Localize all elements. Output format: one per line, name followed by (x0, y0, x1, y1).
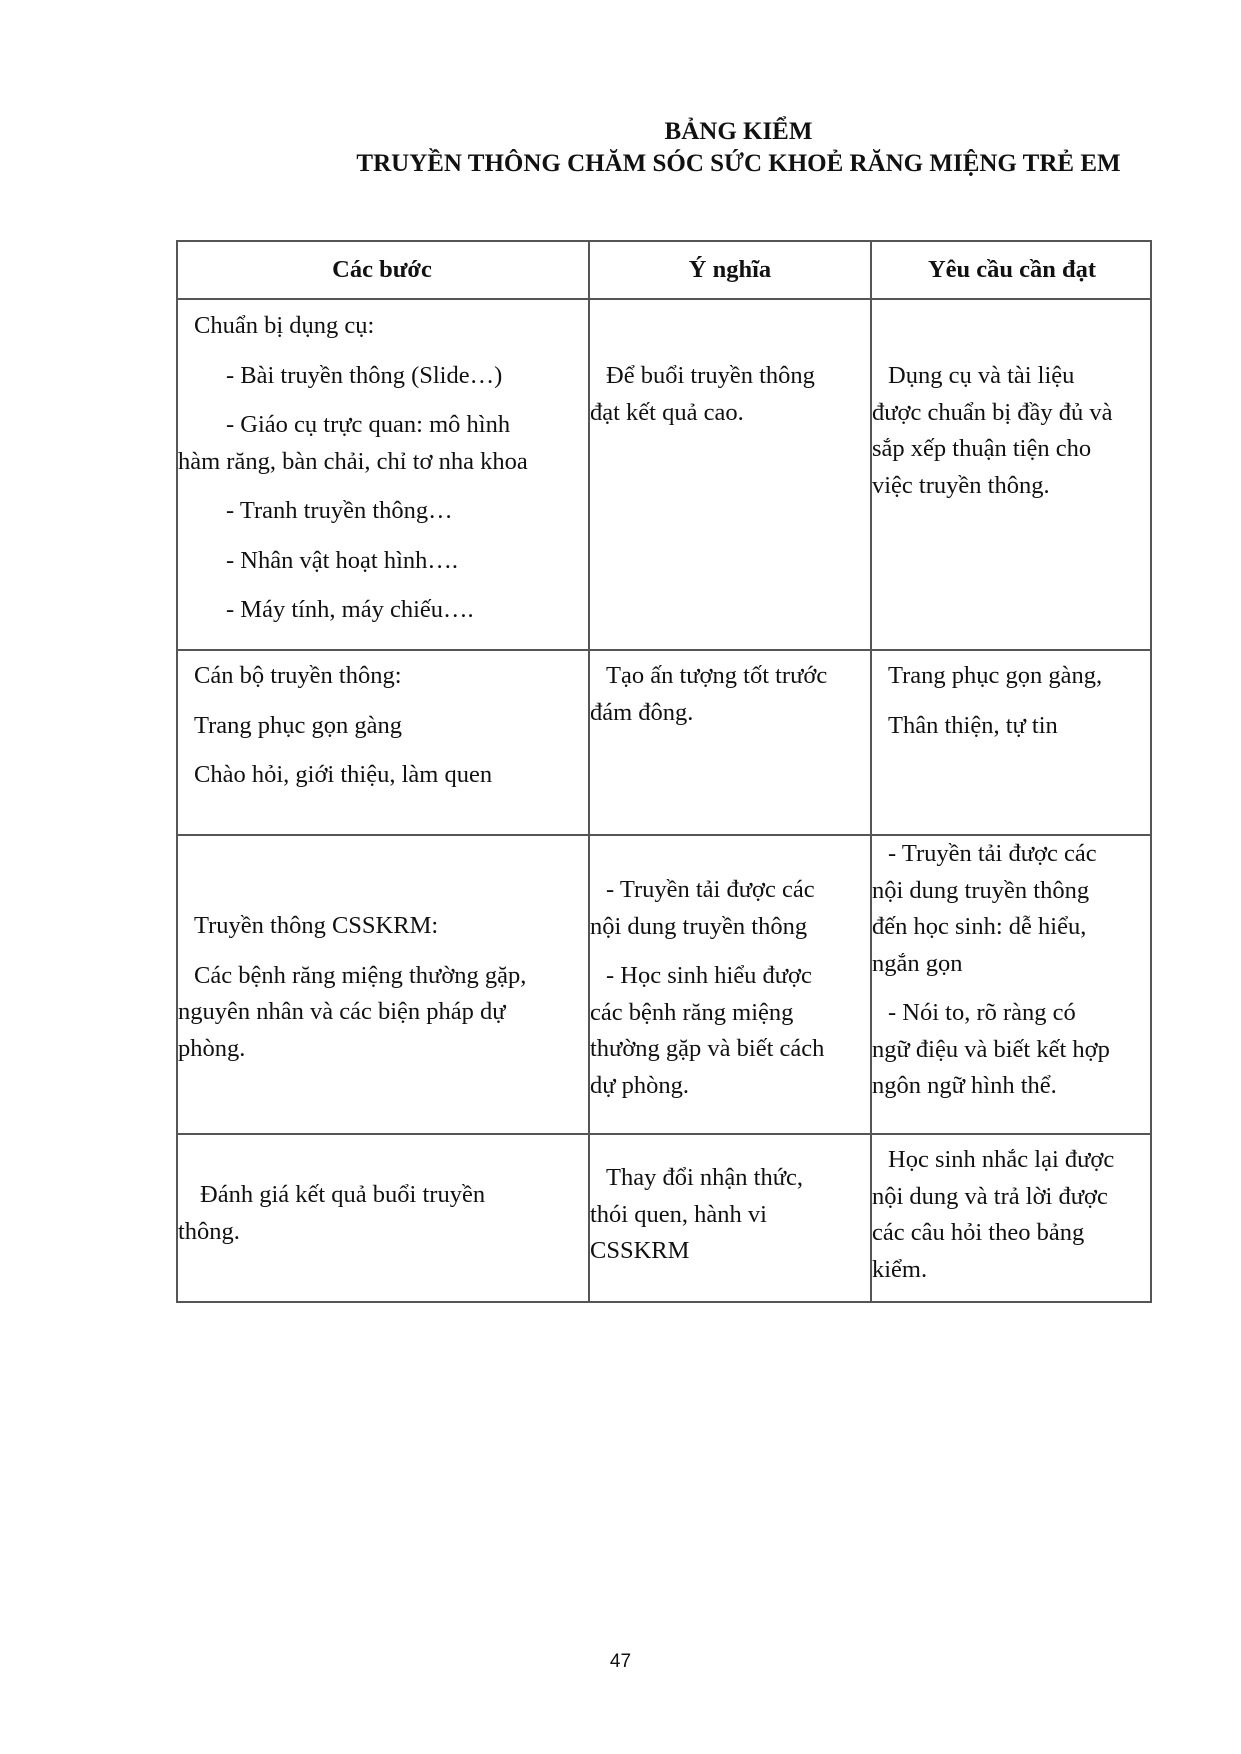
meaning-text: đám đông. (590, 698, 694, 726)
meaning-text: - Truyền tải được các (606, 876, 815, 903)
meaning-text: thói quen, hành vi (590, 1200, 767, 1228)
step-text: - Máy tính, máy chiếu…. (226, 596, 474, 623)
step-text: Truyền thông CSSKRM: (194, 912, 439, 939)
requirement-text: Học sinh nhắc lại được (888, 1146, 1115, 1173)
step-text: - Nhân vật hoạt hình…. (226, 546, 459, 574)
document-subtitle: TRUYỀN THÔNG CHĂM SÓC SỨC KHOẺ RĂNG MIỆNG TRẺ EM (356, 150, 1121, 177)
meaning-text: Tạo ấn tượng tốt trước (606, 662, 828, 689)
requirement-text: được chuẩn bị đầy đủ và (872, 398, 1113, 426)
step-text: nguyên nhân và các biện pháp dự (178, 998, 506, 1025)
column-header-requirement: Yêu cầu cần đạt (927, 256, 1097, 283)
table-row-2-meaning (590, 658, 870, 731)
meaning-text: CSSKRM (590, 1237, 690, 1264)
step-text: - Bài truyền thông (Slide…) (226, 361, 503, 389)
table-row-3-meaning (590, 872, 870, 1104)
row-divider (176, 649, 1152, 651)
requirement-text: kiểm. (872, 1255, 928, 1283)
table-row-4-steps (178, 1177, 588, 1250)
requirement-text: ngữ điệu và biết kết hợp (872, 1035, 1110, 1063)
requirement-text: việc truyền thông. (872, 471, 1050, 499)
requirement-text: Trang phục gọn gàng, (888, 662, 1103, 689)
column-header-steps: Các bước (332, 256, 432, 283)
row-divider (176, 1133, 1152, 1135)
requirement-text: - Truyền tải được các (888, 840, 1097, 867)
requirement-text: Thân thiện, tự tin (888, 711, 1058, 739)
table-row-2-steps (178, 658, 588, 794)
step-text: hàm răng, bàn chải, chỉ tơ nha khoa (178, 447, 528, 475)
requirement-text: ngắn gọn (872, 949, 963, 977)
table-row-4-meaning (590, 1160, 870, 1270)
table-border-bottom (176, 1301, 1152, 1303)
table-row-3-requirement (872, 836, 1154, 1105)
requirement-text: các câu hỏi theo bảng (872, 1219, 1085, 1246)
step-text: - Tranh truyền thông… (226, 497, 453, 524)
requirement-text: Dụng cụ và tài liệu (888, 362, 1075, 389)
meaning-text: các bệnh răng miệng (590, 998, 794, 1026)
step-text: Chuẩn bị dụng cụ: (194, 312, 375, 339)
step-text: Trang phục gọn gàng (194, 711, 403, 739)
step-text: Đánh giá kết quả buổi truyền (200, 1181, 486, 1208)
step-text: Cán bộ truyền thông: (194, 662, 402, 689)
meaning-text: Để buổi truyền thông (606, 362, 815, 389)
step-text: thông. (178, 1217, 240, 1245)
requirement-text: sắp xếp thuận tiện cho (872, 435, 1092, 462)
table-row-2-requirement (872, 658, 1152, 744)
table-border-top (176, 240, 1152, 242)
meaning-text: thường gặp và biết cách (590, 1035, 825, 1062)
meaning-text: nội dung truyền thông (590, 912, 808, 940)
table-row-4-requirement (872, 1142, 1154, 1288)
table-row-1-meaning (590, 358, 870, 431)
requirement-text: nội dung và trả lời được (872, 1182, 1108, 1210)
page-number: 47 (609, 1651, 632, 1672)
step-text: Chào hỏi, giới thiệu, làm quen (194, 761, 493, 788)
meaning-text: đạt kết quả cao. (590, 398, 744, 426)
meaning-text: - Học sinh hiểu được (606, 962, 812, 989)
checklist-table (176, 240, 1152, 1301)
document-title: BẢNG KIỂM (664, 118, 813, 145)
requirement-text: - Nói to, rõ ràng có (888, 999, 1076, 1026)
table-row-1-steps (178, 308, 588, 629)
step-text: - Giáo cụ trực quan: mô hình (226, 411, 511, 438)
step-text: Các bệnh răng miệng thường gặp, (194, 961, 527, 989)
meaning-text: dự phòng. (590, 1071, 690, 1099)
step-text: phòng. (178, 1034, 246, 1062)
table-row-3-steps (178, 908, 588, 1067)
table-row-1-requirement (872, 358, 1152, 504)
header-divider (176, 298, 1152, 300)
requirement-text: nội dung truyền thông (872, 876, 1090, 904)
column-header-meaning: Ý nghĩa (688, 256, 772, 283)
requirement-text: đến học sinh: dễ hiểu, (872, 913, 1087, 940)
requirement-text: ngôn ngữ hình thể. (872, 1072, 1057, 1099)
meaning-text: Thay đổi nhận thức, (606, 1164, 803, 1191)
